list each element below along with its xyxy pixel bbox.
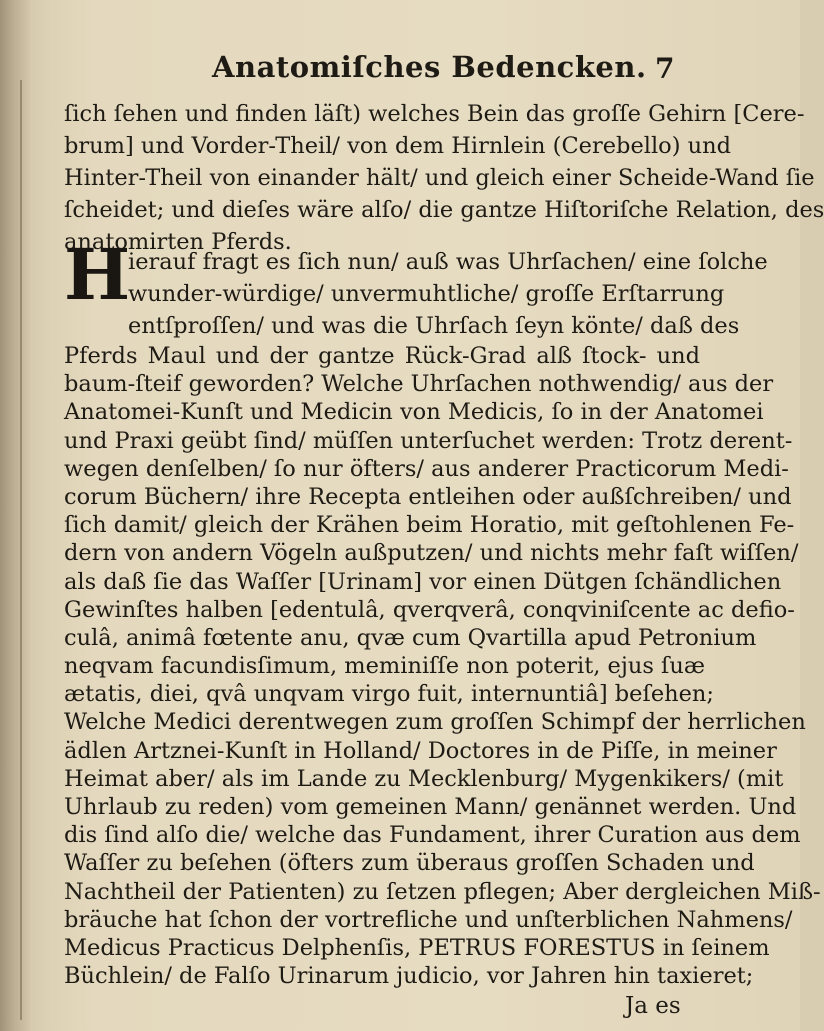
- text-line: Heimat aber/ als im Lande zu Mecklenburg/ Mygenkikers/ (mit: [64, 765, 784, 792]
- text-line: brum] und Vorder-Theil/ von dem Hirnlein (Cerebello) und: [64, 133, 732, 159]
- text-line: Nachtheil der Patienten) zu ſetzen pflegen; Aber dergleichen Miß-: [64, 878, 821, 905]
- text-line: und Praxi geübt ſind/ müſſen unterſuchet werden: Trotz derent-: [64, 427, 793, 454]
- text-line: Gewinſtes halben [edentulâ, qverqverâ, conqviniſcente ac defio-: [64, 596, 795, 623]
- text-line: Büchlein/ de Falſo Urinarum judicio, vor Jahren hin taxieret;: [64, 963, 754, 989]
- text-line: als daß ſie das Waſſer [Urinam] vor einen Dütgen ſchändlichen: [64, 568, 782, 595]
- text-line: ſich damit/ gleich der Krähen beim Horatio, mit geſtohlenen Fe-: [64, 512, 795, 539]
- text-line: Welche Medici derentwegen zum groſſen Schimpf der herrlichen: [64, 709, 806, 736]
- text-line: ætatis, diei, qvâ unqvam virgo fuit, internuntiâ] beſehen;: [64, 681, 715, 708]
- text-line: neqvam facundisſimum, meminiſſe non poterit, ejus ſuæ: [64, 653, 706, 679]
- text-line: Uhrlaub zu reden) vom gemeinen Mann/ genännet werden. Und: [64, 793, 797, 820]
- running-head: [0, 50, 800, 90]
- gutter-rule: [20, 80, 22, 1020]
- text-line: ſich ſehen und finden läſt) welches Bein das groſſe Gehirn [Cere-: [64, 101, 805, 127]
- text-line: dis ſind alſo die/ welche das Fundament, ihrer Curation aus dem: [64, 822, 801, 849]
- text-line: Anatomei-Kunſt und Medicin von Medicis, ſo in der Anatomei: [64, 399, 764, 426]
- text-line: Medicus Practicus Delphenſis, PETRUS FORESTUS in ſeinem: [64, 934, 770, 961]
- running-head-title: Anatomiſches Bedencken.: [212, 50, 647, 84]
- text-line: wunder-würdige/ unvermuhtliche/ groſſe Erſtarrung: [128, 281, 725, 307]
- text-line: ierauf fragt es ſich nun/ auß was Uhrſachen/ eine ſolche: [128, 249, 768, 275]
- text-line: baum-ſteif geworden? Welche Uhrſachen nothwendig/ aus der: [64, 371, 774, 398]
- text-line: dern von andern Vögeln außputzen/ und nichts mehr faſt wiſſen/: [64, 540, 799, 567]
- text-line: ädlen Artznei-Kunſt in Holland/ Doctores in de Piſſe, in meiner: [64, 737, 777, 764]
- drop-initial: H: [64, 233, 131, 316]
- page-number: 7: [655, 52, 675, 85]
- page-gutter-shadow: [0, 0, 30, 1031]
- text-line: ſcheidet; und dieſes wäre alſo/ die gantze Hiſtoriſche Relation, des: [64, 197, 824, 223]
- text-line: Hinter-Theil von einander hält/ und gleich einer Scheide-Wand ſie: [64, 165, 815, 191]
- text-line: culâ, animâ fœtente anu, qvæ cum Qvartilla apud Petronium: [64, 624, 757, 651]
- text-line: bräuche hat ſchon der vortrefliche und unſterblichen Nahmens/: [64, 906, 793, 933]
- text-line: corum Büchern/ ihre Recepta entleihen oder außſchreiben/ und: [64, 483, 792, 510]
- text-line: entſproſſen/ und was die Uhrſach ſeyn könte/ daß des: [128, 313, 740, 339]
- text-line: wegen denſelben/ ſo nur öfters/ aus anderer Practicorum Medi-: [64, 455, 789, 482]
- text-line: anatomirten Pferds.: [64, 229, 292, 255]
- text-line: Pferds Maul und der gantze Rück-Grad alß ſtock- und: [64, 343, 700, 369]
- text-line: Waſſer zu beſehen (öfters zum überaus groſſen Schaden und: [64, 850, 755, 877]
- catchword: Ja es: [625, 993, 681, 1020]
